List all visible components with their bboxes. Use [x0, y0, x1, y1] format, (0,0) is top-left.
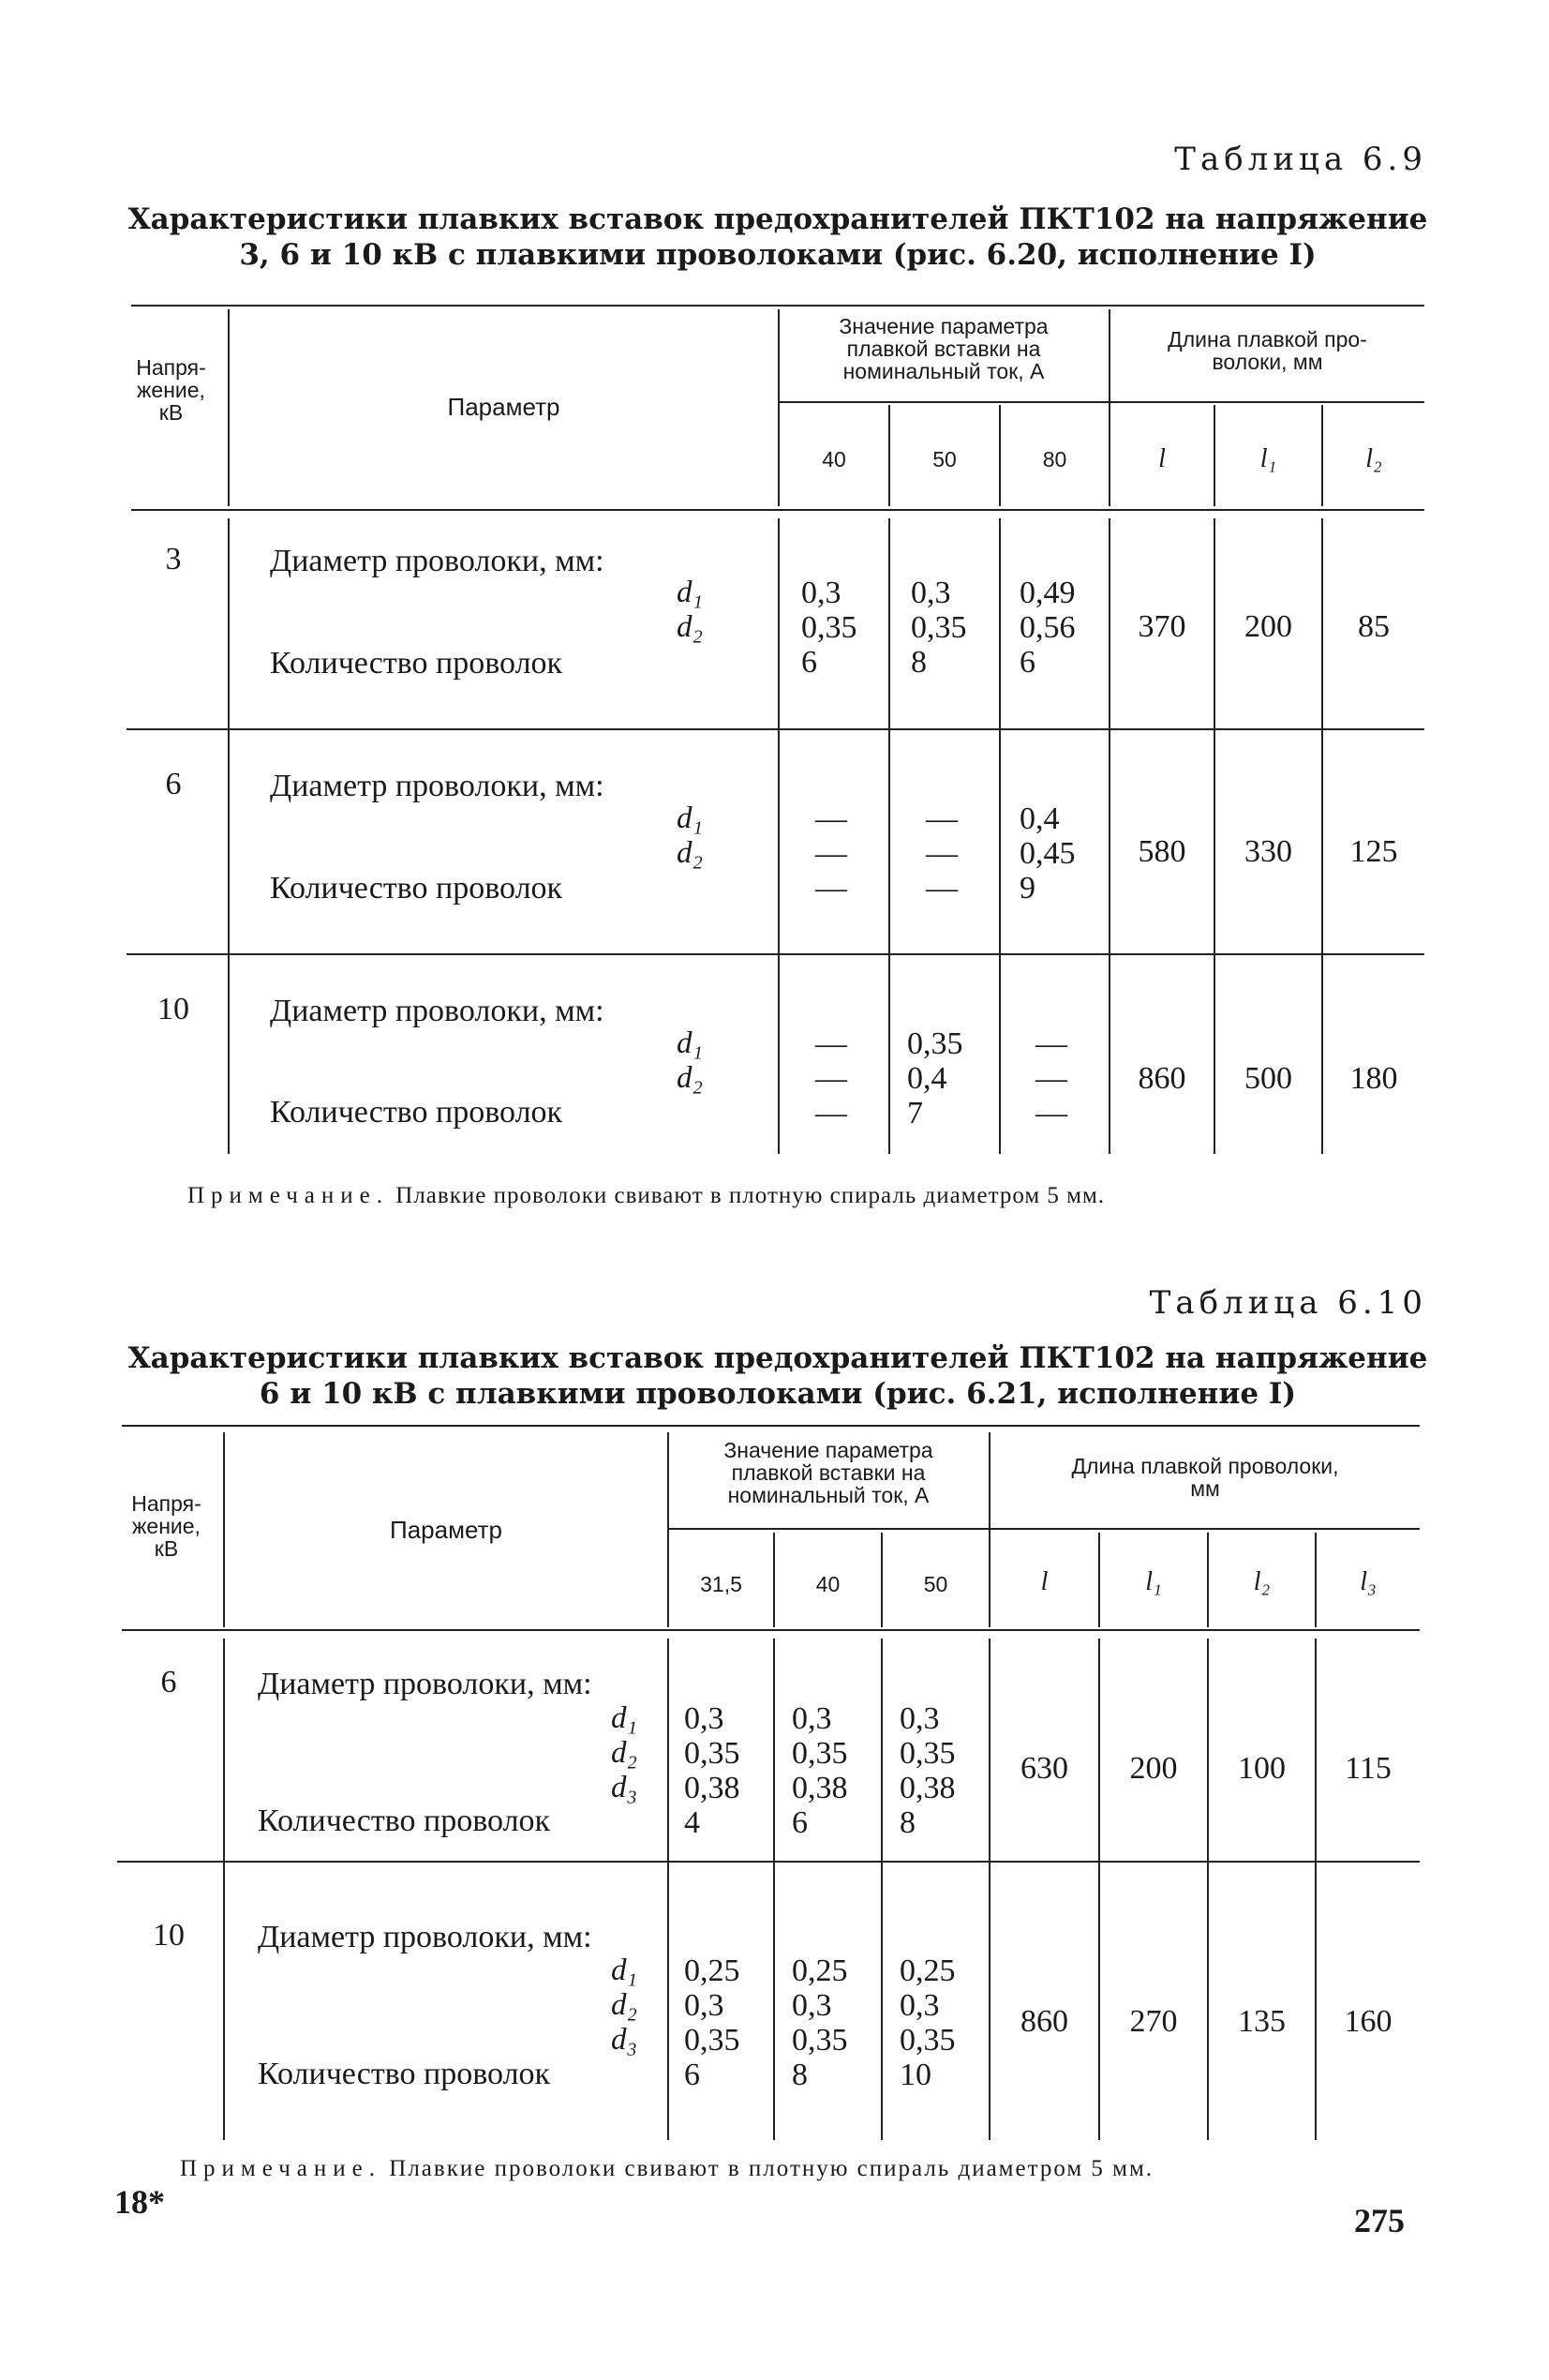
table2-header-length-group: Длина плавкой проволоки, мм: [1071, 1454, 1339, 1501]
table1-row2-l2: 125: [1349, 834, 1398, 869]
table1-row1-l2: 85: [1358, 609, 1390, 644]
table1-row3-c2: 0,35 0,4 7: [907, 1026, 963, 1130]
page-number: 275: [1354, 2202, 1405, 2239]
table1-header-length-l2: l₂: [1365, 444, 1382, 473]
table1-caption: Таблица 6.9: [1174, 141, 1427, 178]
table2-note-label: Примечание.: [180, 2156, 382, 2181]
table2-row1-l: 630: [1020, 1751, 1068, 1786]
table1-row1-c2: 0,3 0,35 8: [911, 576, 967, 680]
table1-row1-c1: 0,3 0,35 6: [801, 576, 857, 680]
table1-row3-c3: — — —: [1035, 1026, 1067, 1130]
table1-row1-param-count: Количество проволок: [270, 646, 563, 681]
table1-row1-subs: d₁ d₂: [677, 576, 703, 644]
table1-top-rule: [131, 305, 1424, 307]
table1-row1-voltage: 3: [165, 542, 182, 576]
table2-row1-subs: d₁ d₂ d₃: [611, 1701, 637, 1804]
table2-vline-body-3: [773, 1639, 775, 2140]
table1-header-current-50: 50: [932, 447, 957, 472]
table2-title: [112, 1340, 1443, 1412]
table1-note-text: Плавкие проволоки свивают в плотную спираль диаметром 5 мм.: [395, 1183, 1106, 1208]
table1-header-voltage: Напря- жение, кВ: [136, 355, 206, 425]
table2-vline-body-8: [1315, 1639, 1317, 2140]
table1-row-rule-2: [127, 953, 1424, 955]
table2-header-length-l3: l₃: [1360, 1567, 1377, 1596]
table2-row2-subs: d₁ d₂ d₃: [611, 1953, 637, 2057]
table1-vline-body-1: [228, 518, 230, 1154]
table2-header-voltage: Напря- жение, кВ: [131, 1491, 201, 1561]
table2-title-line1: Характеристики плавких вставок предохранителей ПКТ102 на напряжение: [127, 1341, 1428, 1375]
table1-row2-c2: — — —: [926, 801, 958, 906]
table2-row1-l1: 200: [1129, 1751, 1178, 1786]
table2-caption: Таблица 6.10: [1149, 1284, 1427, 1322]
table1-header-length-group: Длина плавкой про- волоки, мм: [1168, 327, 1367, 374]
table2-header-current-50: 50: [923, 1572, 948, 1596]
table2-header-bottom-rule: [122, 1629, 1420, 1631]
table1-header-mid-rule: [778, 401, 1424, 403]
table2-top-rule: [122, 1425, 1420, 1427]
table1-row3-l2: 180: [1349, 1061, 1398, 1096]
table2-row1-voltage: 6: [160, 1665, 177, 1699]
table1-vline-body-3: [888, 518, 890, 1154]
table2-vline-body-5: [989, 1639, 990, 2140]
table1-row1-l: 370: [1138, 609, 1186, 644]
table2-row2-l3: 160: [1344, 2004, 1393, 2039]
table2-row2-param-diameter: Диаметр проволоки, мм:: [258, 1920, 592, 1954]
table1-note: [187, 1183, 1105, 1209]
table1-row-rule-1: [127, 728, 1424, 730]
table2-header-parameter: Параметр: [390, 1516, 502, 1544]
table1-row3-voltage: 10: [157, 992, 189, 1026]
table2-row2-c1: 0,25 0,3 0,35 6: [684, 1953, 740, 2092]
table2-header-length-l: l: [1040, 1567, 1049, 1596]
table2-vline-body-7: [1207, 1639, 1209, 2140]
table2-header-length-l2: l₂: [1253, 1567, 1271, 1596]
table2-row1-param-count: Количество проволок: [258, 1804, 551, 1838]
table2-row1-c3: 0,3 0,35 0,38 8: [900, 1701, 956, 1840]
table2-row2-c2: 0,25 0,3 0,35 8: [792, 1953, 848, 2092]
table1-header-bottom-rule: [131, 509, 1424, 511]
table2-row2-param-count: Количество проволок: [258, 2057, 551, 2091]
table1-row3-l1: 500: [1244, 1061, 1292, 1096]
table1-row2-param-diameter: Диаметр проволоки, мм:: [270, 769, 604, 803]
table1-title-line2: 3, 6 и 10 кВ с плавкими проволоками (рис. 6.20, исполнение I): [239, 238, 1317, 272]
table2-header-mid-rule: [667, 1528, 1420, 1530]
table2-row1-c1: 0,3 0,35 0,38 4: [684, 1701, 740, 1840]
table1-row1-c3: 0,49 0,56 6: [1020, 576, 1076, 680]
table1-note-label: Примечание.: [187, 1183, 390, 1208]
table1-header-current-group: Значение параметра плавкой вставки на номинальный ток, А: [839, 314, 1049, 383]
table1-row1-l1: 200: [1244, 609, 1292, 644]
table2-row2-l: 860: [1020, 2004, 1068, 2039]
table2-row2-l1: 270: [1129, 2004, 1178, 2039]
table2-row1-l3: 115: [1345, 1751, 1392, 1786]
table1-row2-l1: 330: [1244, 834, 1292, 869]
table1-row2-subs: d₁ d₂: [677, 801, 703, 870]
table2-vline-body-4: [881, 1639, 883, 2140]
table1-row3-subs: d₁ d₂: [677, 1026, 703, 1095]
table2-header-length-l1: l₁: [1145, 1567, 1162, 1596]
table1-row2-c3: 0,4 0,45 9: [1020, 801, 1076, 906]
table1-row2-voltage: 6: [165, 767, 182, 801]
table2-vline-body-6: [1098, 1639, 1100, 2140]
table1-vline-body-4: [999, 518, 1001, 1154]
table2-row1-param-diameter: Диаметр проволоки, мм:: [258, 1667, 592, 1701]
table2-row2-l2: 135: [1238, 2004, 1286, 2039]
table2-header-current-31-5: 31,5: [700, 1572, 742, 1596]
table1-header-current-40: 40: [822, 447, 846, 472]
table1-header-parameter: Параметр: [447, 393, 560, 421]
table1-title: [112, 202, 1443, 273]
table1-row2-c1: — — —: [815, 801, 847, 906]
table1-title-line1: Характеристики плавких вставок предохранителей ПКТ102 на напряжение: [127, 202, 1428, 236]
table2-row1-c2: 0,3 0,35 0,38 6: [792, 1701, 848, 1840]
table2-vline-body-1: [223, 1639, 225, 2140]
table1-header-length-l1: l₁: [1259, 444, 1277, 473]
table2-header-current-group: Значение параметра плавкой вставки на номинальный ток, А: [723, 1438, 933, 1507]
table1-row2-l: 580: [1138, 834, 1186, 869]
table1-row2-param-count: Количество проволок: [270, 871, 563, 906]
table1-row3-param-count: Количество проволок: [270, 1095, 563, 1130]
table1-row1-param-diameter: Диаметр проволоки, мм:: [270, 544, 604, 578]
table1-row3-l: 860: [1138, 1061, 1186, 1096]
printer-signature: 18*: [114, 2183, 165, 2221]
table1-row3-param-diameter: Диаметр проволоки, мм:: [270, 994, 604, 1028]
table1-header-current-80: 80: [1042, 447, 1067, 472]
table2-vline-body-2: [667, 1639, 669, 2140]
table1-vline-body-2: [778, 518, 780, 1154]
table2-row-rule-1: [117, 1861, 1420, 1863]
table1-row3-c1: — — —: [815, 1026, 847, 1130]
table2-row2-voltage: 10: [153, 1918, 185, 1953]
table2-note: [180, 2156, 1154, 2182]
table2-note-text: Плавкие проволоки свивают в плотную спираль диаметром 5 мм.: [389, 2156, 1154, 2181]
table1-header-length-l: l: [1158, 444, 1166, 473]
table2-title-line2: 6 и 10 кВ с плавкими проволоками (рис. 6.21, исполнение I): [259, 1377, 1297, 1411]
table2-row1-l2: 100: [1238, 1751, 1286, 1786]
table2-header-current-40: 40: [815, 1572, 841, 1596]
table2-row2-c3: 0,25 0,3 0,35 10: [900, 1953, 956, 2092]
